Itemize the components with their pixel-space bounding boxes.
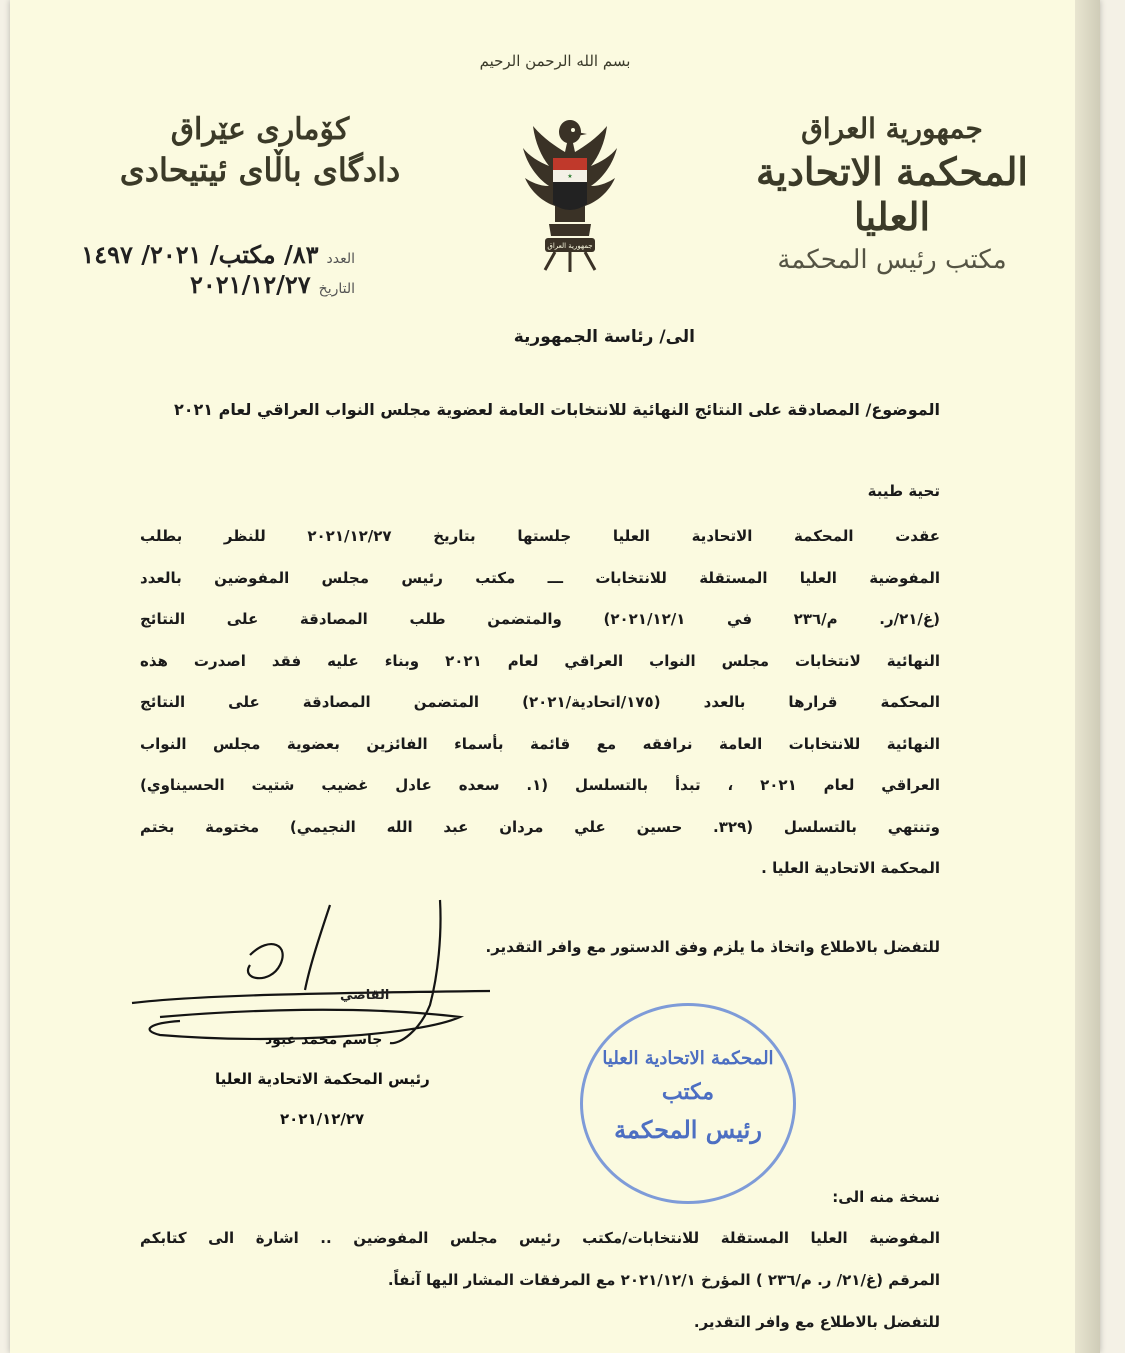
page-edge-shadow: [1075, 0, 1100, 1353]
letterhead-court: المحكمة الاتحادية العليا: [756, 149, 1028, 239]
letterhead-country-kurdish: كۆماری عێراق: [170, 112, 350, 147]
body-line: النهائية لانتخابات مجلس النواب العراقي لعام ٢٠٢١ وبناء عليه فقد اصدرت هذه: [140, 651, 940, 670]
stamp-line: رئيس المحكمة: [614, 1115, 762, 1144]
body-line: النهائية للانتخابات العامة نرافقه مع قائمة بأسماء الفائزين بعضوية مجلس النواب: [140, 734, 940, 753]
signatory-name: جاسم محمد عبود: [265, 1032, 383, 1048]
signatory-role: رئيس المحكمة الاتحادية العليا: [215, 1070, 430, 1088]
letterhead-office: مكتب رئيس المحكمة: [777, 245, 1007, 275]
arabic-letterhead: [742, 112, 1042, 275]
letterhead-court-kurdish: دادگای باڵای ئیتیحادی: [119, 151, 401, 189]
stamp-line: المحكمة الاتحادية العليا: [602, 1048, 774, 1069]
reference-block: [55, 240, 355, 300]
reference-number-label: العدد: [326, 251, 355, 267]
copy-line: للتفضل بالاطلاع مع وافر التقدير.: [693, 1313, 940, 1331]
body-line: عقدت المحكمة الاتحادية العليا جلستها بتاريخ ٢٠٢١/١٢/٢٧ للنظر بطلب: [140, 527, 940, 545]
svg-text:★: ★: [567, 173, 573, 180]
body-line: العراقي لعام ٢٠٢١ ، تبدأ بالتسلسل (١. سعده عادل غضيب شتيت الحسيناوي): [140, 776, 940, 794]
greeting: تحية طيبة: [867, 482, 940, 500]
body-line: وتنتهي بالتسلسل (٣٢٩. حسين علي مردان عبد الله النجيمي) مختومة بختم: [140, 817, 940, 836]
letter-page: [10, 0, 1100, 1353]
body-line: المحكمة قرارها بالعدد (١٧٥/اتحادية/٢٠٢١) المتضمن المصادقة على النتائج: [140, 693, 940, 711]
reference-date-row: [55, 270, 355, 300]
kurdish-letterhead: [100, 112, 420, 189]
basmala: بسم الله الرحمن الرحيم: [479, 52, 631, 70]
reference-date-value: ٢٠٢١/١٢/٢٧: [190, 270, 311, 299]
closing-line: للتفضل بالاطلاع واتخاذ ما يلزم وفق الدستور مع وافر التقدير.: [485, 938, 940, 956]
signatory-title: القاضي: [340, 988, 390, 1003]
stamp-line: مكتب: [661, 1079, 715, 1105]
reference-number-value: ٨٣/ مكتب/ ٢٠٢١/ ١٤٩٧: [81, 240, 319, 269]
copy-line: المفوضية العليا المستقلة للانتخابات/مكتب رئيس مجلس المفوضين .. اشارة الى كتابكم: [140, 1229, 940, 1247]
body-line: (غ/٢١/ر. م/٢٣٦ في ٢٠٢١/١٢/١) والمتضمن طلب المصادقة على النتائج: [140, 610, 940, 628]
copy-line: المرقم (غ/٢١/ ر. م/٢٣٦ ) المؤرخ ٢٠٢١/١٢/١ مع المرفقات المشار اليها آنفاً.: [387, 1271, 940, 1289]
copy-to-header: نسخة منه الى:: [832, 1188, 940, 1206]
addressee: الى/ رئاسة الجمهورية: [513, 327, 695, 347]
iraq-eagle-emblem: [515, 112, 625, 277]
letterhead-country: جمهورية العراق: [801, 112, 983, 145]
reference-date-label: التاريخ: [318, 281, 355, 297]
signature-date: ٢٠٢١/١٢/٢٧: [280, 1110, 365, 1128]
body-line: المفوضية العليا المستقلة للانتخابات ـــ مكتب رئيس مجلس المفوضين بالعدد: [140, 568, 940, 587]
subject-line: الموضوع/ المصادقة على النتائج النهائية للانتخابات العامة لعضوية مجلس النواب العراقي لعام ٢٠٢١: [173, 400, 940, 419]
body-line: المحكمة الاتحادية العليا .: [761, 859, 940, 877]
reference-number-row: [55, 240, 355, 270]
emblem-caption: جمهورية العراق: [547, 242, 593, 250]
court-office-stamp: [580, 1003, 796, 1204]
copy-to-body: [140, 1222, 940, 1348]
letter-body: [140, 520, 940, 894]
